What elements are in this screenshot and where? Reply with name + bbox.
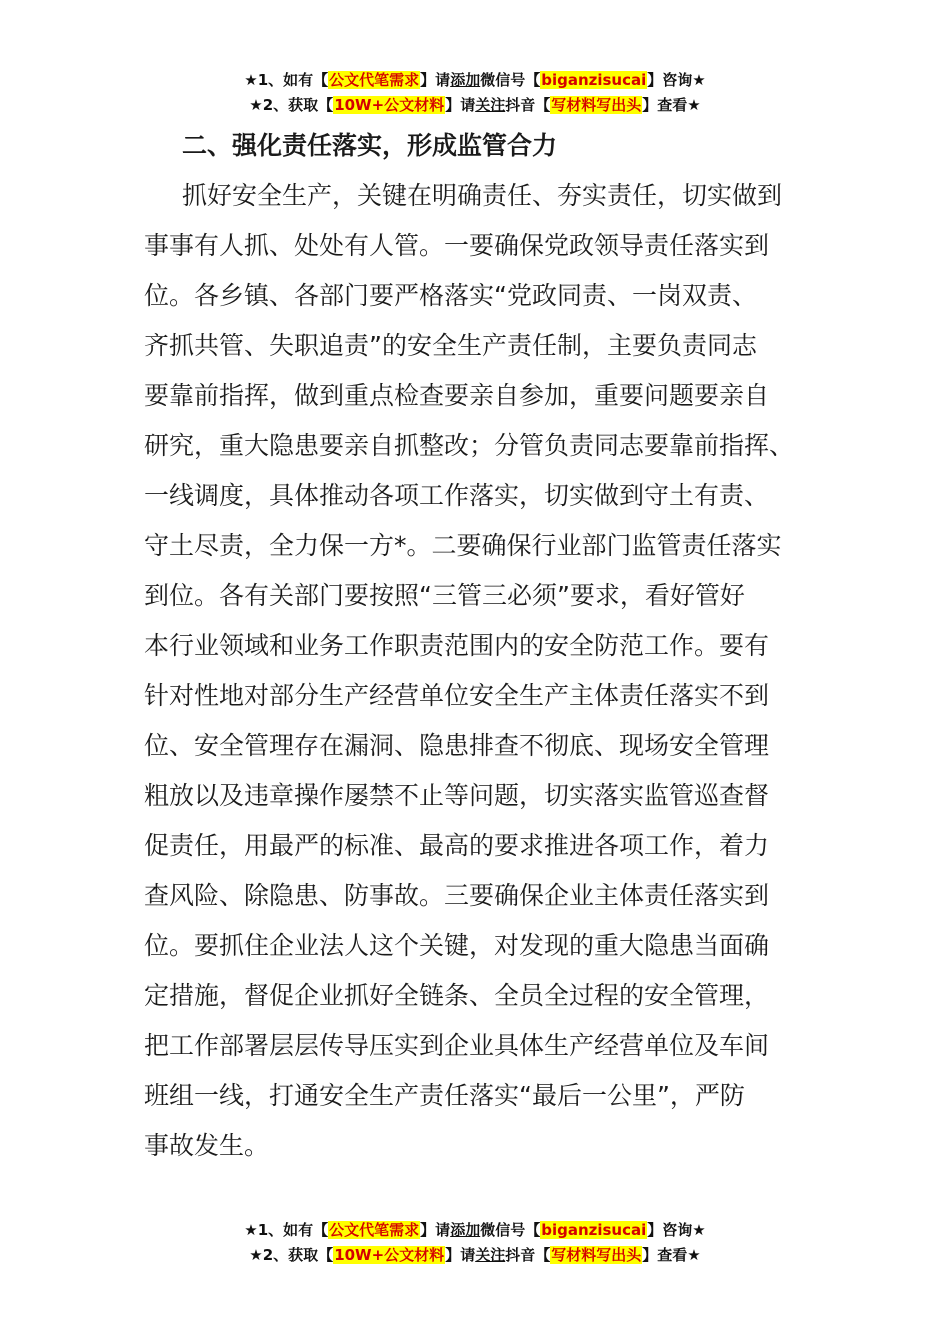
body-line: 事事有人抓、处处有人管。一要确保党政领导责任落实到 [144,231,770,260]
body-line: 位、安全管理存在漏洞、隐患排查不彻底、现场安全管理 [144,731,770,760]
banner-line-1: ★1、如有【公文代笔需求】请添加微信号【biganzisucai】咨询★ [244,1221,706,1239]
body-line: 研究，重大隐患要亲自抓整改；分管负责同志要靠前指挥、 [144,431,795,460]
body-line: 定措施，督促企业抓好全链条、全员全过程的安全管理， [144,981,770,1010]
body-line: 位。要抓住企业法人这个关键，对发现的重大隐患当面确 [144,931,770,960]
body-line: 把工作部署层层传导压实到企业具体生产经营单位及车间 [144,1031,770,1060]
body-line: 本行业领域和业务工作职责范围内的安全防范工作。要有 [144,631,770,660]
section-body [144,171,824,1171]
body-line: 到位。各有关部门要按照“三管三必须”要求，看好管好 [144,581,745,610]
body-line: 要靠前指挥，做到重点检查要亲自参加，重要问题要亲自 [144,381,770,410]
body-line: 粗放以及违章操作屡禁不止等问题，切实落实监管巡查督 [144,781,770,810]
body-line: 查风险、除隐患、防事故。三要确保企业主体责任落实到 [144,881,770,910]
banner-douyin-name: 写材料写出头 [551,1246,642,1264]
body-line: 班组一线，打通安全生产责任落实“最后一公里”，严防 [144,1081,745,1110]
footer-banner [0,1218,950,1268]
body-line: 针对性地对部分生产经营单位安全生产主体责任落实不到 [144,681,770,710]
banner-highlight: 10W+公文材料 [334,1246,445,1264]
banner-douyin-name: 写材料写出头 [551,96,642,114]
banner-wechat-id: biganzisucai [541,71,647,89]
banner-line-2: ★2、获取【10W+公文材料】请关注抖音【写材料写出头】查看★ [249,1246,701,1264]
banner-wechat-id: biganzisucai [541,1221,647,1239]
body-line: 齐抓共管、失职追责”的安全生产责任制，主要负责同志 [144,331,757,360]
body-line: 守土尽责，全力保一方*。二要确保行业部门监管责任落实 [144,531,782,560]
body-line: 抓好安全生产，关键在明确责任、夯实责任，切实做到 [182,181,783,210]
body-line: 事故发生。 [144,1131,270,1160]
header-banner [0,68,950,118]
banner-highlight: 10W+公文材料 [334,96,445,114]
body-line: 促责任，用最严的标准、最高的要求推进各项工作，着力 [144,831,770,860]
banner-highlight: 公文代笔需求 [329,1221,420,1239]
banner-line-1: ★1、如有【公文代笔需求】请添加微信号【biganzisucai】咨询★ [244,71,706,89]
body-line: 一线调度，具体推动各项工作落实，切实做到守土有责、 [144,481,770,510]
banner-line-2: ★2、获取【10W+公文材料】请关注抖音【写材料写出头】查看★ [249,96,701,114]
body-line: 位。各乡镇、各部门要严格落实“党政同责、一岗双责、 [144,281,757,310]
section-heading: 二、强化责任落实，形成监管合力 [182,131,558,160]
banner-highlight: 公文代笔需求 [329,71,420,89]
